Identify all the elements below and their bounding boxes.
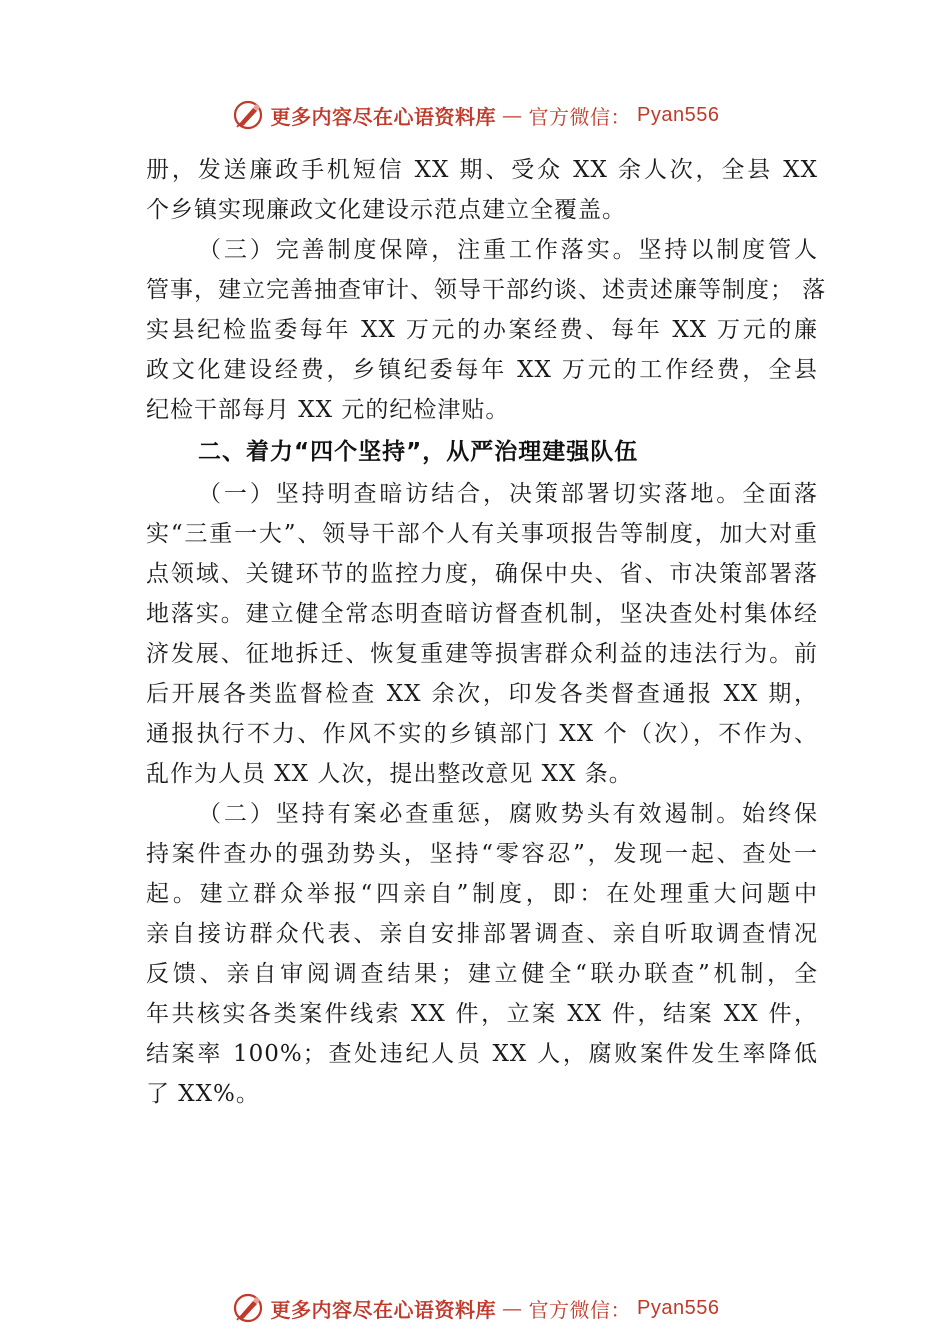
pen-logo-icon [231, 1291, 265, 1325]
banner-main-text: 更多内容尽在心语资料库 [270, 1297, 497, 1322]
text-line: （二）坚持有案必查重惩，腐败势头有效遏制。始终保 [198, 801, 818, 827]
text-line: 了 XX%。 [146, 1081, 260, 1107]
text-line: 年共核实各类案件线索 XX 件，立案 XX 件，结案 XX 件， [146, 1001, 818, 1027]
document-body [146, 150, 827, 1114]
text-line: 乱作为人员 XX 人次，提出整改意见 XX 条。 [146, 761, 633, 787]
text-line: 实“三重一大”、领导干部个人有关事项报告等制度，加大对重 [146, 521, 818, 547]
banner-dash: — [502, 103, 523, 127]
text-line: 点领域、关键环节的监控力度，确保中央、省、市决策部署落 [146, 561, 818, 587]
text-line: （三）完善制度保障，注重工作落实。坚持以制度管人 [198, 237, 818, 263]
banner-wechat-id: Pyan556 [637, 103, 720, 126]
text-line: 册，发送廉政手机短信 XX 期、受众 XX 余人次，全县 XX [146, 157, 818, 183]
text-line: 政文化建设经费，乡镇纪委每年 XX 万元的工作经费，全县 [146, 357, 818, 383]
text-line: 纪检干部每月 XX 元的纪检津贴。 [146, 397, 510, 423]
text-line: 济发展、征地拆迁、恢复重建等损害群众利益的违法行为。前 [146, 641, 818, 667]
banner-main-text: 更多内容尽在心语资料库 [270, 104, 497, 129]
banner-wechat-label: 官方微信： [528, 104, 632, 129]
section-heading: 二、着力“四个坚持”，从严治理建强队伍 [198, 439, 639, 465]
text-line: 后开展各类监督检查 XX 余次，印发各类督查通报 XX 期， [146, 681, 818, 707]
text-line: 管事，建立完善抽查审计、领导干部约谈、述责述廉等制度； 落 [146, 277, 827, 303]
banner-wechat-label: 官方微信： [528, 1297, 632, 1322]
text-line: 持案件查办的强劲势头，坚持“零容忍”，发现一起、查处一 [146, 841, 818, 867]
footer-banner [0, 1288, 950, 1328]
banner-dash: — [502, 1296, 523, 1320]
text-line: （一）坚持明查暗访结合，决策部署切实落地。全面落 [198, 481, 818, 507]
text-line: 结案率 100%；查处违纪人员 XX 人，腐败案件发生率降低 [146, 1041, 818, 1067]
text-line: 个乡镇实现廉政文化建设示范点建立全覆盖。 [146, 197, 626, 223]
header-banner [0, 95, 950, 135]
banner-wechat-id: Pyan556 [637, 1296, 720, 1319]
text-line: 通报执行不力、作风不实的乡镇部门 XX 个（次），不作为、 [146, 721, 818, 747]
text-line: 实县纪检监委每年 XX 万元的办案经费、每年 XX 万元的廉 [146, 317, 818, 343]
pen-logo-icon [231, 98, 265, 132]
text-line: 反馈、亲自审阅调查结果；建立健全“联办联查”机制，全 [146, 961, 818, 987]
text-line: 亲自接访群众代表、亲自安排部署调查、亲自听取调查情况 [146, 921, 818, 947]
text-line: 地落实。建立健全常态明查暗访督查机制，坚决查处村集体经 [146, 601, 818, 627]
text-line: 起。建立群众举报“四亲自”制度，即：在处理重大问题中 [146, 881, 818, 907]
